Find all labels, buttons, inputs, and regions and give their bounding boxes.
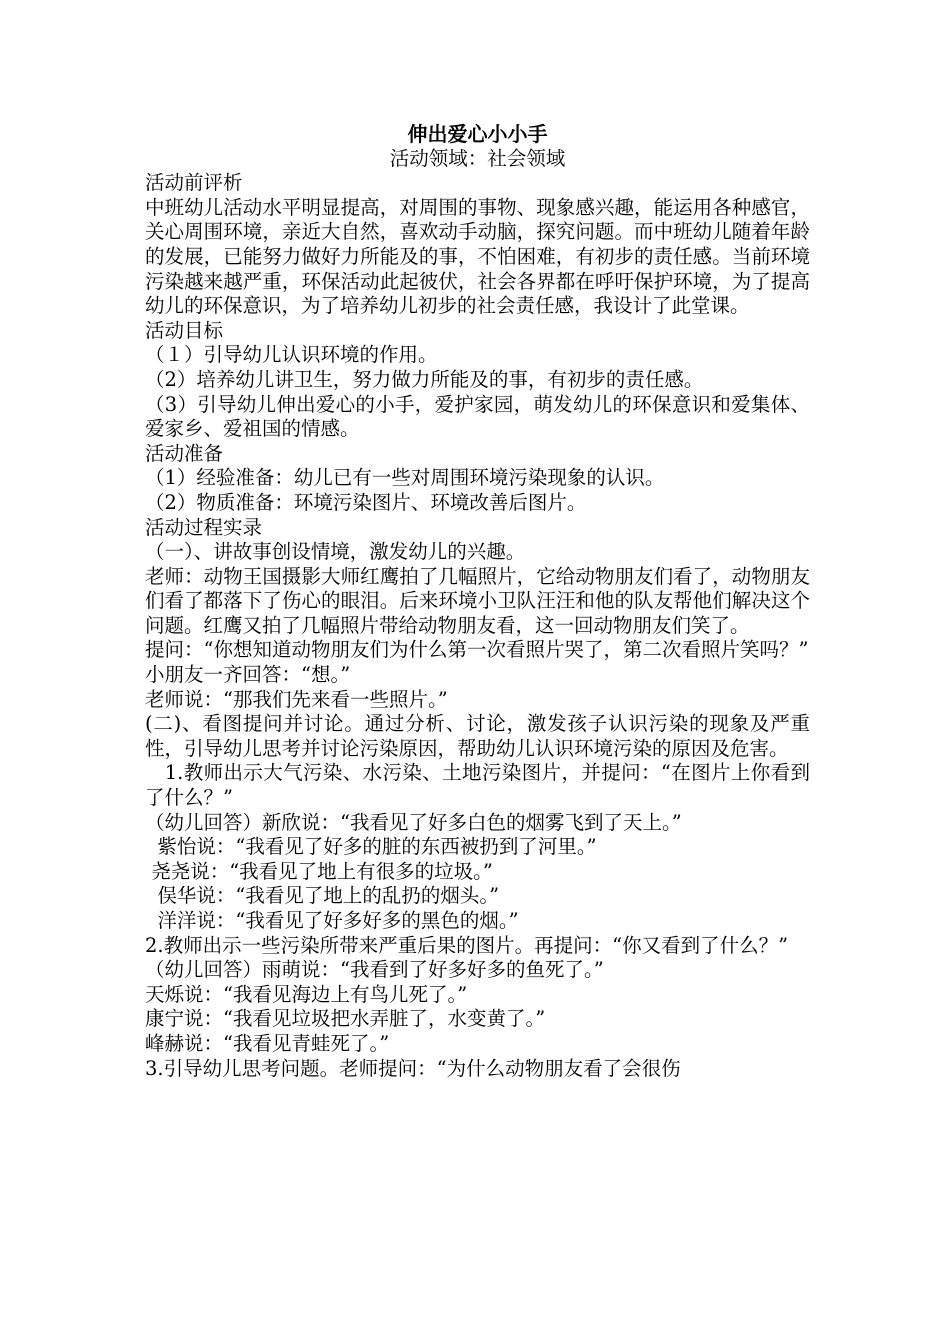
paragraph: 中班幼儿活动水平明显提高，对周围的事物、现象感兴趣，能运用各种感官，关心周围环境，亲近大自然，喜欢动手动脑，探究问题。而中班幼儿随着年龄的发展，已能努力做好力所能及的事，不怕困难，有初步的责任感。当前环境污染越来越严重，环保活动此起彼伏，社会各界都在呼吁保护环境，为了提高幼儿的环保意识，为了培养幼儿初步的社会责任感，我设计了此堂课。 [145,195,810,318]
paragraph: 3.引导幼儿思考问题。老师提问：“为什么动物朋友看了会很伤 [145,1056,681,1080]
document-subtitle: 活动领域：社会领域 [389,146,566,170]
section-heading: 活动过程实录 [145,515,263,539]
paragraph: 老师：动物王国摄影大师红鹰拍了几幅照片，它给动物朋友们看了，动物朋友们看了都落下了伤心的眼泪。后来环境小卫队汪汪和他的队友帮他们解决这个问题。红鹰又拍了几幅照片带给动物朋友看，这一回动物朋友们笑了。 [145,564,810,637]
document-title: 伸出爱心小小手 [407,122,548,146]
paragraph: (二)、看图提问并讨论。通过分析、讨论，激发孩子认识污染的现象及严重性，引导幼儿思考并讨论污染原因，帮助幼儿认识环境污染的原因及危害。 [145,712,810,760]
list-item: （2）物质准备：环境污染图片、环境改善后图片。 [145,490,587,514]
section-heading: 活动前评析 [145,171,243,195]
paragraph: 老师说：“那我们先来看一些照片。” [145,687,448,711]
list-item: （１）引导幼儿认识环境的作用。 [145,343,438,367]
paragraph: 小朋友一齐回答：“想。” [145,663,351,687]
paragraph: 1.教师出示大气污染、水污染、土地污染图片，并提问：“在图片上你看到了什么？” [145,761,810,810]
list-item: （2）培养幼儿讲卫生，努力做力所能及的事，有初步的责任感。 [145,367,704,391]
list-item: （1）经验准备：幼儿已有一些对周围环境污染现象的认识。 [145,466,665,490]
document-body [145,122,810,1081]
paragraph: 康宁说：“我看见垃圾把水弄脏了，水变黄了。” [145,1007,546,1031]
paragraph: （一）、讲故事创设情境，激发幼儿的兴趣。 [145,540,526,564]
paragraph: 尧尧说：“我看见了地上有很多的垃圾。” [145,859,493,883]
section-heading: 活动准备 [145,441,224,465]
paragraph: 2.教师出示一些污染所带来严重后果的图片。再提问：“你又看到了什么？” [145,933,789,957]
list-item: （3）引导幼儿伸出爱心的小手，爱护家园，萌发幼儿的环保意识和爱集体、爱家乡、爱祖国的情感。 [145,392,810,441]
paragraph: 紫怡说：“我看见了好多的脏的东西被扔到了河里。” [145,835,597,859]
paragraph: 峰赫说：“我看见青蛙死了。” [145,1031,390,1055]
paragraph: 天烁说：“我看见海边上有鸟儿死了。” [145,982,468,1006]
paragraph: 提问：“你想知道动物朋友们为什么第一次看照片哭了，第二次看照片笑吗？” [145,638,809,662]
paragraph: （幼儿回答）新欣说：“我看见了好多白色的烟雾飞到了天上。” [145,810,682,834]
paragraph: （幼儿回答）雨萌说：“我看到了好多好多的鱼死了。” [145,958,604,982]
section-heading: 活动目标 [145,318,224,342]
paragraph: 俣华说：“我看见了地上的乱扔的烟头。” [145,884,500,908]
paragraph: 洋洋说：“我看见了好多好多的黑色的烟。” [145,909,519,932]
